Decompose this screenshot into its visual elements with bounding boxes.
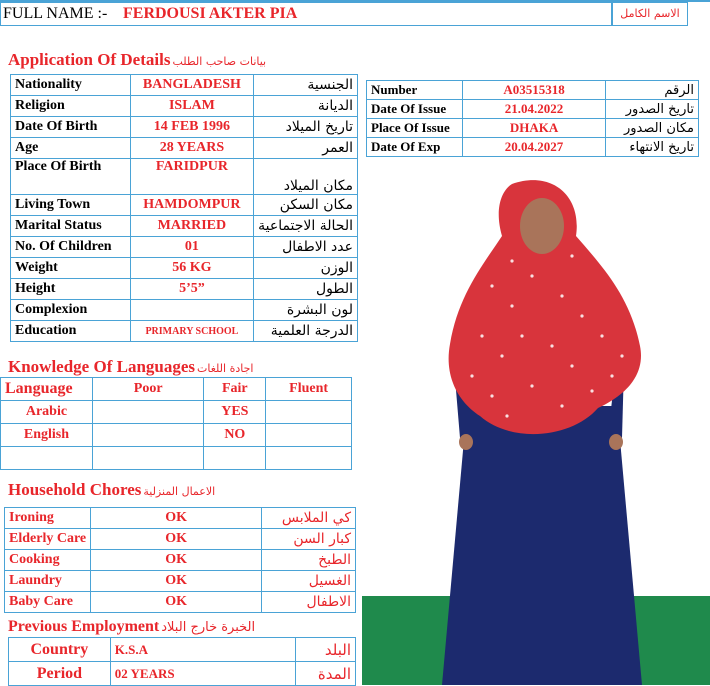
chore-row — [5, 508, 356, 529]
detail-label: Complexion — [11, 300, 131, 321]
chores-title-ar: الاعمال المنزلية — [143, 485, 216, 498]
passport-label: Place Of Issue — [367, 119, 463, 138]
detail-arabic: عدد الاطفال — [254, 237, 358, 258]
candidate-photo — [362, 176, 710, 685]
detail-value: PRIMARY SCHOOL — [130, 321, 253, 342]
chore-value: OK — [91, 592, 262, 613]
chore-label: Baby Care — [5, 592, 91, 613]
language-row — [1, 424, 352, 447]
passport-row — [367, 138, 699, 157]
language-row — [1, 401, 352, 424]
passport-row — [367, 119, 699, 138]
previous-employment-title: Previous Employment الخبرة خارج البلاد — [8, 618, 256, 635]
languages-table — [0, 377, 352, 470]
chore-label: Elderly Care — [5, 529, 91, 550]
detail-value: ISLAM — [130, 96, 253, 117]
languages-title: Knowledge Of Languages اجادة اللغات — [8, 357, 254, 376]
passport-row — [367, 81, 699, 100]
detail-value: 01 — [130, 237, 253, 258]
languages-title-ar: اجادة اللغات — [197, 362, 254, 375]
detail-label: Education — [11, 321, 131, 342]
detail-arabic: مكان السكن — [254, 195, 358, 216]
language-fluent — [266, 424, 352, 447]
passport-label: Date Of Exp — [367, 138, 463, 157]
employment-value: K.S.A — [110, 638, 295, 662]
language-name — [1, 447, 93, 470]
detail-arabic: تاريخ الميلاد — [254, 117, 358, 138]
detail-row — [11, 279, 358, 300]
chore-value: OK — [91, 529, 262, 550]
passport-arabic: مكان الصدور — [606, 119, 699, 138]
application-details-title: Application Of Details بيانات صاحب الطلب — [8, 50, 267, 69]
detail-row — [11, 237, 358, 258]
chore-row — [5, 550, 356, 571]
employment-label: Country — [9, 638, 111, 662]
employment-arabic: المدة — [296, 662, 356, 686]
full-name-value: FERDOUSI AKTER PIA — [123, 5, 298, 22]
full-name-label: FULL NAME :- — [3, 5, 108, 22]
passport-label: Number — [367, 81, 463, 100]
detail-arabic: مكان الميلاد — [254, 159, 358, 195]
candidate-photo-illustration — [362, 176, 710, 685]
employment-row — [9, 638, 356, 662]
detail-label: Living Town — [11, 195, 131, 216]
full-name-arabic: الاسم الكامل — [612, 2, 688, 26]
languages-header-cell: Language — [1, 378, 93, 401]
detail-arabic: لون البشرة — [254, 300, 358, 321]
chore-arabic: كي الملابس — [262, 508, 356, 529]
previous-employment-title-ar: الخبرة خارج البلاد — [161, 620, 256, 635]
language-fluent — [266, 447, 352, 470]
language-fair: YES — [204, 401, 266, 424]
detail-value — [130, 300, 253, 321]
passport-arabic: تاريخ الصدور — [606, 100, 699, 119]
detail-row — [11, 96, 358, 117]
detail-row — [11, 159, 358, 195]
detail-arabic: الحالة الاجتماعية — [254, 216, 358, 237]
full-name-row — [0, 2, 612, 26]
detail-arabic: الطول — [254, 279, 358, 300]
detail-value: HAMDOMPUR — [130, 195, 253, 216]
languages-header-cell: Poor — [92, 378, 204, 401]
chores-title: Household Chores الاعمال المنزلية — [8, 480, 216, 499]
detail-label: Religion — [11, 96, 131, 117]
detail-row — [11, 216, 358, 237]
language-fair: NO — [204, 424, 266, 447]
employment-value: 02 YEARS — [110, 662, 295, 686]
detail-value: 5’5” — [130, 279, 253, 300]
passport-table — [366, 80, 699, 157]
language-fluent — [266, 401, 352, 424]
languages-header-cell: Fair — [204, 378, 266, 401]
detail-row — [11, 195, 358, 216]
detail-row — [11, 258, 358, 279]
chore-label: Ironing — [5, 508, 91, 529]
detail-value: FARIDPUR — [130, 159, 253, 195]
employment-arabic: البلد — [296, 638, 356, 662]
detail-value: 14 FEB 1996 — [130, 117, 253, 138]
languages-header-row — [1, 378, 352, 401]
language-name: Arabic — [1, 401, 93, 424]
chore-arabic: الغسيل — [262, 571, 356, 592]
previous-employment-table — [8, 637, 356, 686]
passport-value: 21.04.2022 — [462, 100, 605, 119]
detail-arabic: الدرجة العلمية — [254, 321, 358, 342]
employment-label: Period — [9, 662, 111, 686]
chore-value: OK — [91, 508, 262, 529]
chore-row — [5, 529, 356, 550]
language-poor — [92, 424, 204, 447]
chore-label: Laundry — [5, 571, 91, 592]
detail-row — [11, 117, 358, 138]
detail-value: BANGLADESH — [130, 75, 253, 96]
application-details-title-ar: بيانات صاحب الطلب — [172, 55, 267, 68]
detail-value: 28 YEARS — [130, 138, 253, 159]
detail-row — [11, 75, 358, 96]
chore-arabic: الطبخ — [262, 550, 356, 571]
chores-table — [4, 507, 356, 613]
languages-header-cell: Fluent — [266, 378, 352, 401]
detail-label: Nationality — [11, 75, 131, 96]
detail-row — [11, 300, 358, 321]
personal-details-table — [10, 74, 358, 342]
passport-value: DHAKA — [462, 119, 605, 138]
chore-label: Cooking — [5, 550, 91, 571]
detail-row — [11, 321, 358, 342]
detail-row — [11, 138, 358, 159]
language-poor — [92, 401, 204, 424]
detail-value: MARRIED — [130, 216, 253, 237]
chore-value: OK — [91, 571, 262, 592]
passport-arabic: تاريخ الانتهاء — [606, 138, 699, 157]
language-fair — [204, 447, 266, 470]
passport-label: Date Of Issue — [367, 100, 463, 119]
language-name: English — [1, 424, 93, 447]
detail-label: Age — [11, 138, 131, 159]
employment-row — [9, 662, 356, 686]
detail-label: Marital Status — [11, 216, 131, 237]
detail-arabic: الوزن — [254, 258, 358, 279]
language-poor — [92, 447, 204, 470]
detail-label: Place Of Birth — [11, 159, 131, 195]
chore-arabic: الاطفال — [262, 592, 356, 613]
detail-arabic: الديانة — [254, 96, 358, 117]
passport-value: 20.04.2027 — [462, 138, 605, 157]
language-row — [1, 447, 352, 470]
detail-label: Height — [11, 279, 131, 300]
passport-arabic: الرقم — [606, 81, 699, 100]
detail-label: Date Of Birth — [11, 117, 131, 138]
detail-arabic: العمر — [254, 138, 358, 159]
passport-value: A03515318 — [462, 81, 605, 100]
chore-row — [5, 571, 356, 592]
chore-value: OK — [91, 550, 262, 571]
detail-arabic: الجنسية — [254, 75, 358, 96]
detail-label: No. Of Children — [11, 237, 131, 258]
detail-value: 56 KG — [130, 258, 253, 279]
chore-arabic: كبار السن — [262, 529, 356, 550]
chore-row — [5, 592, 356, 613]
detail-label: Weight — [11, 258, 131, 279]
passport-row — [367, 100, 699, 119]
